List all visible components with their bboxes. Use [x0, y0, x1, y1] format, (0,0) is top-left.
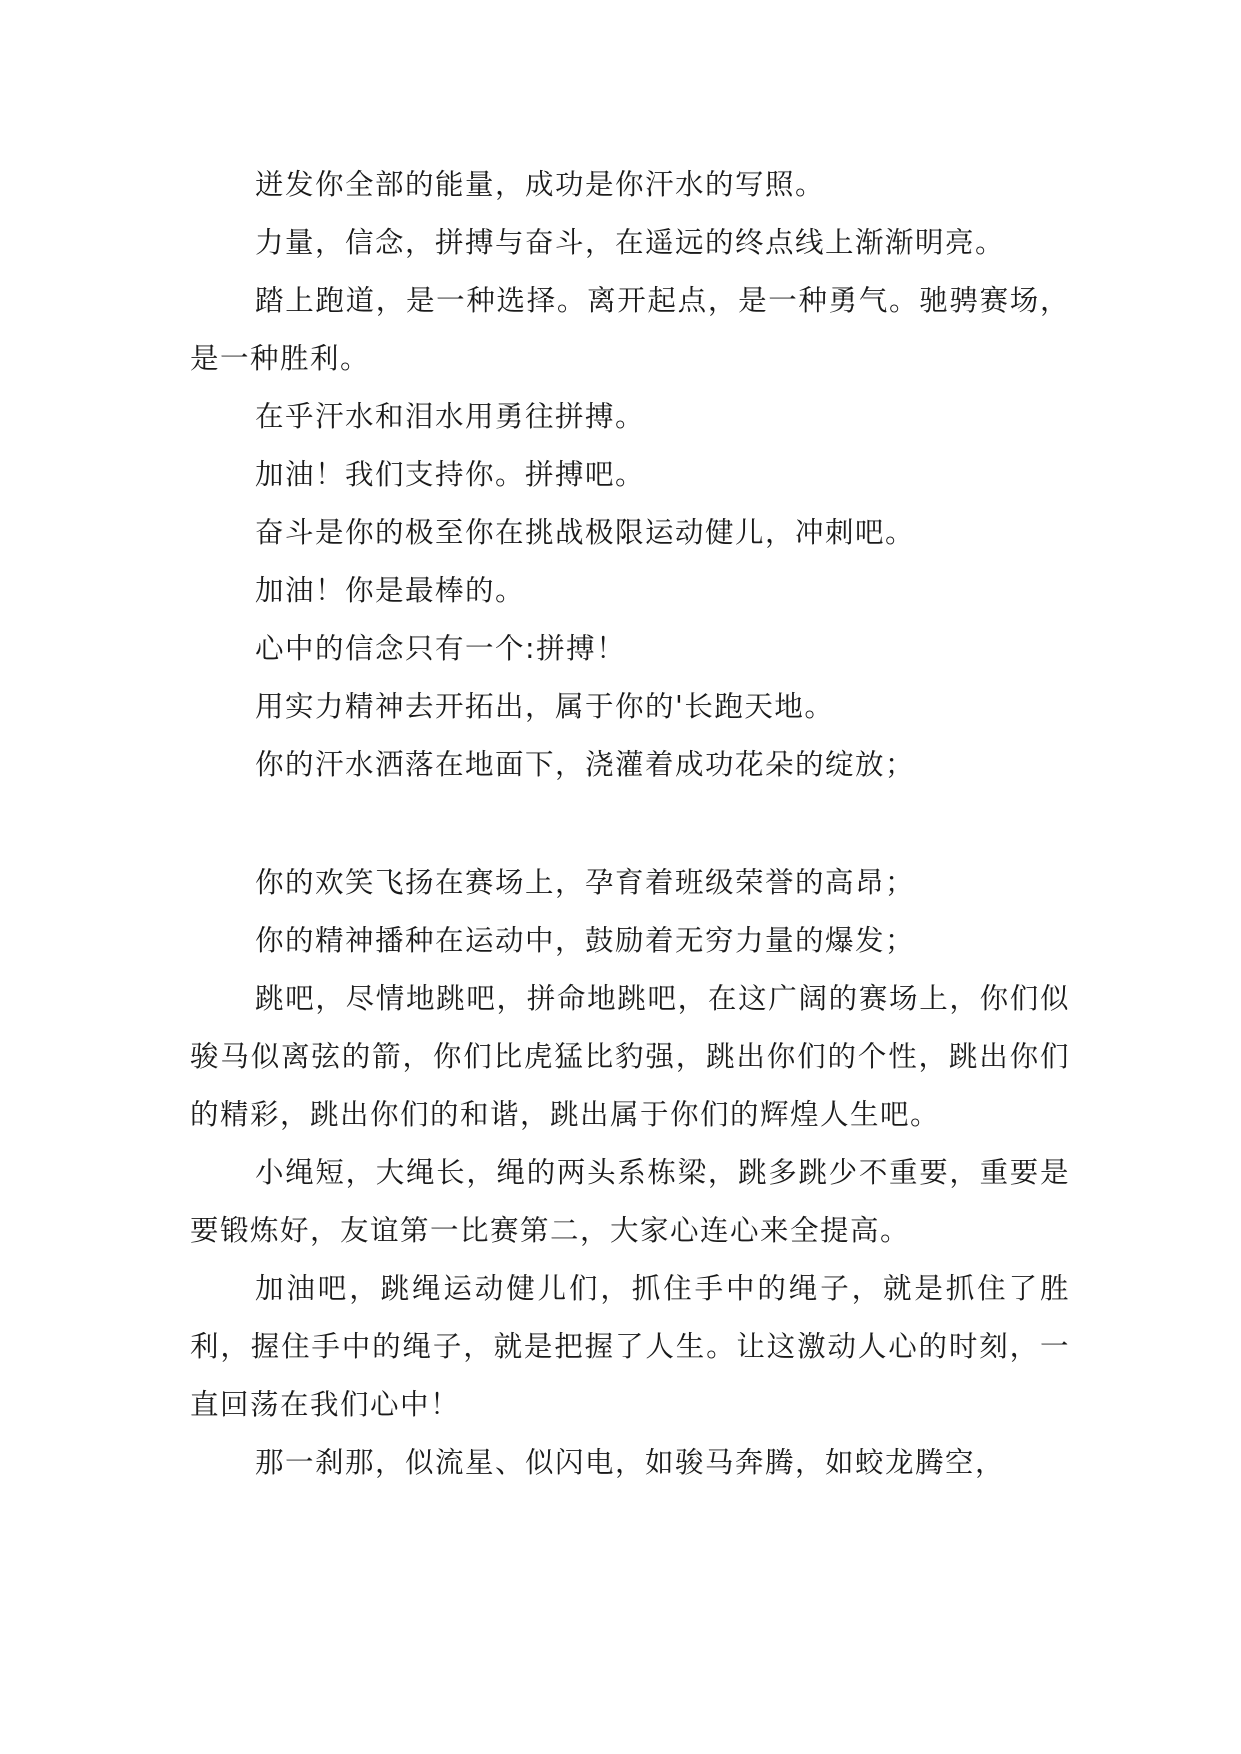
paragraph: 加油吧，跳绳运动健儿们，抓住手中的绳子，就是抓住了胜利，握住手中的绳子，就是把握了人生。让这激动人心的时刻，一直回荡在我们心中！: [190, 1272, 1070, 1421]
paragraph: 小绳短，大绳长，绳的两头系栋梁，跳多跳少不重要，重要是要锻炼好，友谊第一比赛第二，大家心连心来全提高。: [190, 1156, 1070, 1247]
paragraph: 奋斗是你的极至你在挑战极限运动健儿，冲刺吧。: [255, 516, 916, 549]
paragraph: 踏上跑道，是一种选择。离开起点，是一种勇气。驰骋赛场，是一种胜利。: [190, 284, 1070, 375]
paragraph: 跳吧，尽情地跳吧，拼命地跳吧，在这广阔的赛场上，你们似骏马似离弦的箭，你们比虎猛比豹强，跳出你们的个性，跳出你们的精彩，跳出你们的和谐，跳出属于你们的辉煌人生吧。: [190, 982, 1070, 1131]
paragraph: 在乎汗水和泪水用勇往拼搏。: [255, 400, 646, 433]
paragraph: 心中的信念只有一个:拼搏！: [255, 632, 627, 665]
paragraph: 加油！我们支持你。拼搏吧。: [255, 458, 646, 491]
paragraph: 加油！你是最棒的。: [255, 574, 526, 607]
document-page: [190, 156, 1070, 1492]
paragraph: 迸发你全部的能量，成功是你汗水的写照。: [255, 168, 826, 201]
paragraph: 那一刹那，似流星、似闪电，如骏马奔腾，如蛟龙腾空，: [255, 1446, 1006, 1479]
paragraph: 你的欢笑飞扬在赛场上，孕育着班级荣誉的高昂；: [255, 866, 916, 899]
paragraph: 你的汗水洒落在地面下，浇灌着成功花朵的绽放；: [255, 748, 916, 781]
paragraph: 你的精神播种在运动中，鼓励着无穷力量的爆发；: [255, 924, 916, 957]
paragraph: 力量，信念，拼搏与奋斗，在遥远的终点线上渐渐明亮。: [255, 226, 1006, 259]
paragraph: 用实力精神去开拓出，属于你的'长跑天地。: [255, 690, 835, 723]
